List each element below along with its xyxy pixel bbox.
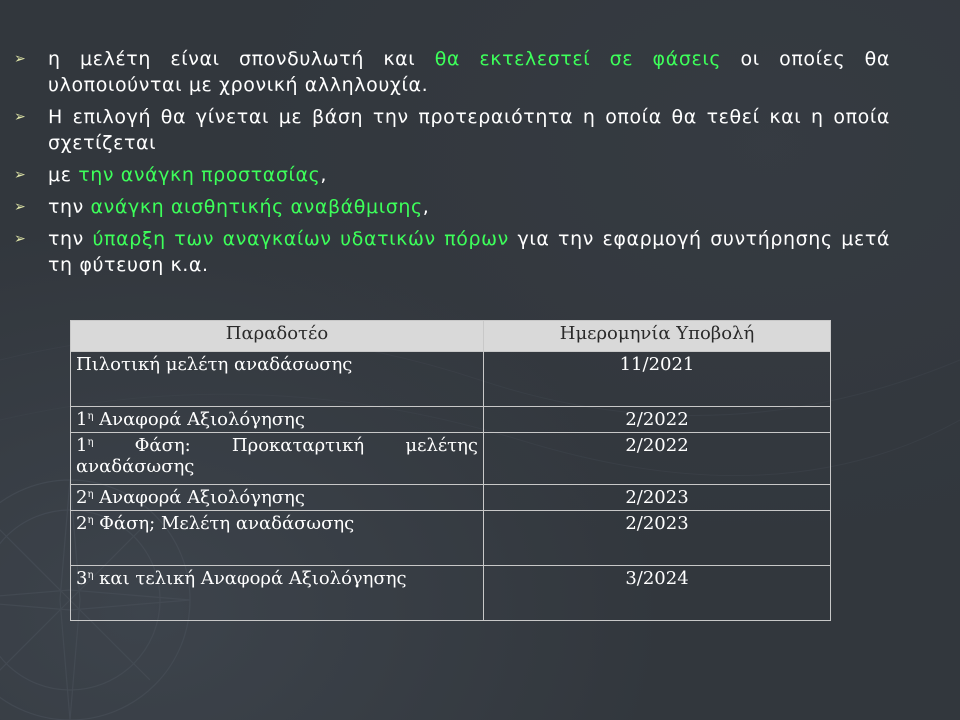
deliverable-text: και τελική Αναφορά Αξιολόγησης [93, 568, 407, 589]
submission-date-cell: 2/2022 [484, 407, 831, 433]
deliverable-cell [71, 511, 484, 566]
ordinal-suffix: η [87, 437, 94, 448]
bullet-item [14, 162, 890, 188]
highlighted-text: την ανάγκη προστασίας [78, 164, 321, 186]
bullet-text: την [48, 228, 93, 250]
bullet-text: την [48, 196, 91, 218]
deliverable-text: Φάση; Μελέτη αναδάσωσης [93, 513, 355, 534]
submission-date-cell: 11/2021 [484, 352, 831, 407]
bullet-item [14, 46, 890, 98]
ordinal-suffix: η [87, 515, 94, 526]
bullet-text: με [48, 164, 79, 186]
bullet-item [14, 226, 890, 278]
bullet-text: , [320, 164, 328, 186]
deliverable-cell [71, 485, 484, 511]
deliverable-cell [71, 433, 484, 485]
bullet-list [14, 46, 890, 284]
ordinal-number: 3 [76, 568, 88, 589]
bullet-text: , [422, 196, 430, 218]
deliverable-text: Πιλοτική μελέτη αναδάσωσης [76, 354, 353, 375]
ordinal-suffix: η [87, 570, 94, 581]
header-submission-date: Ημερομηνία Υποβολή [484, 321, 831, 352]
arrowhead-bullet-icon: ➢ [14, 167, 27, 183]
deliverable-text: Αναφορά Αξιολόγησης [93, 487, 305, 508]
arrowhead-bullet-icon: ➢ [14, 231, 27, 247]
submission-date-cell: 2/2022 [484, 433, 831, 485]
deliverable-cell [71, 407, 484, 433]
ordinal-suffix: η [87, 489, 94, 500]
arrowhead-bullet-icon: ➢ [14, 51, 27, 67]
table-header-row [71, 321, 831, 352]
table-row [71, 407, 831, 433]
highlighted-text: θα εκτελεστεί σε φάσεις [434, 48, 722, 70]
table-row [71, 485, 831, 511]
submission-date-cell: 2/2023 [484, 511, 831, 566]
bullet-item [14, 194, 890, 220]
ordinal-number: 1 [76, 435, 88, 456]
table-row [71, 352, 831, 407]
ordinal-number: 2 [76, 487, 88, 508]
highlighted-text: ανάγκη αισθητικής αναβάθμισης [90, 196, 423, 218]
submission-date-cell: 2/2023 [484, 485, 831, 511]
bullet-text: οι οποίες θα υλοποιούνται με χρονική αλληλουχία. [48, 48, 890, 96]
ordinal-suffix: η [87, 411, 94, 422]
deliverable-cell [71, 352, 484, 407]
deliverable-text: Αναφορά Αξιολόγησης [93, 409, 305, 430]
submission-date-cell: 3/2024 [484, 566, 831, 621]
table-row [71, 433, 831, 485]
ordinal-number: 2 [76, 513, 88, 534]
arrowhead-bullet-icon: ➢ [14, 109, 27, 125]
bullet-text: Η επιλογή θα γίνεται με βάση την προτεραιότητα η οποία θα τεθεί και η οποία σχετίζεται [48, 106, 890, 154]
deliverables-table [70, 320, 831, 621]
deliverable-cell [71, 566, 484, 621]
table-row [71, 511, 831, 566]
header-deliverable: Παραδοτέο [71, 321, 484, 352]
ordinal-number: 1 [76, 409, 88, 430]
bullet-text: για την εφαρμογή συντήρησης μετά τη φύτευση κ.α. [48, 228, 890, 276]
bullet-item [14, 104, 890, 156]
arrowhead-bullet-icon: ➢ [14, 199, 27, 215]
highlighted-text: ύπαρξη των αναγκαίων υδατικών πόρων [92, 228, 509, 250]
deliverable-text: Φάση: Προκαταρτική μελέτης αναδάσωσης [76, 435, 478, 477]
bullet-text: η μελέτη είναι σπονδυλωτή και [48, 48, 435, 70]
table-row [71, 566, 831, 621]
